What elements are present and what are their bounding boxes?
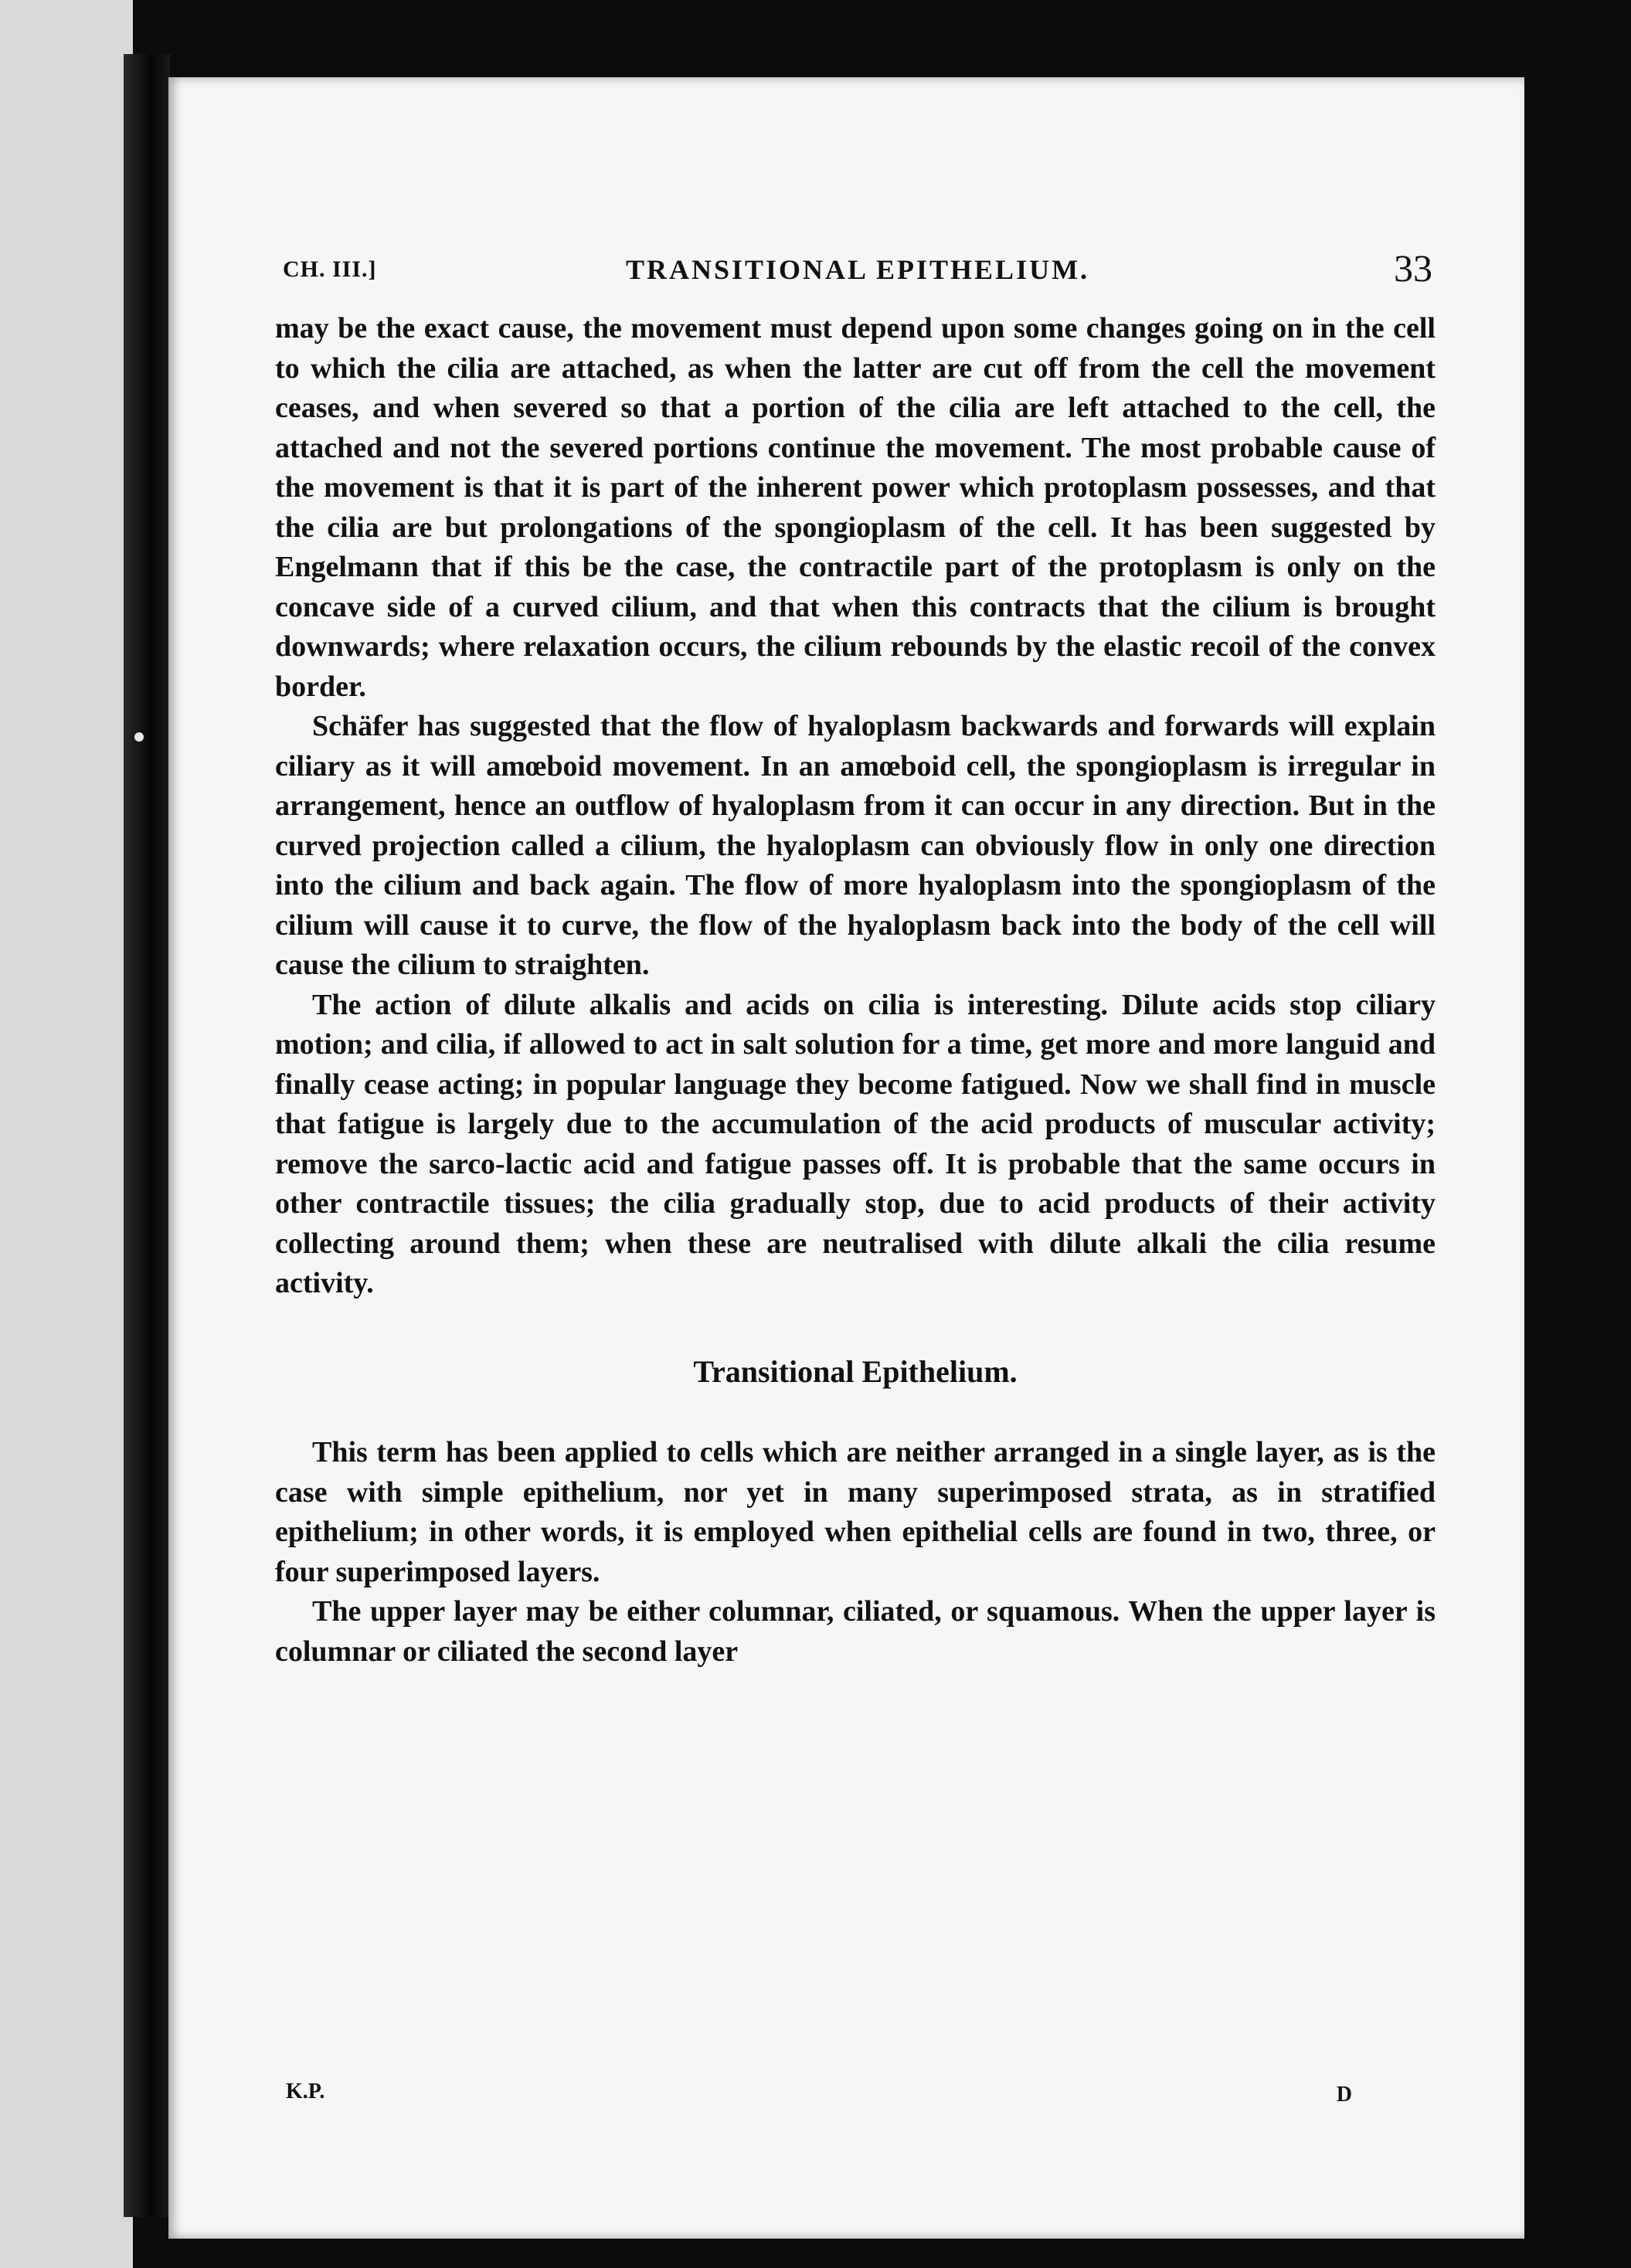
paragraph-continued: may be the exact cause, the movement must depend upon some changes going on in the cell to which the cilia are attached, as when the latter are cut off from the cell the movement ceases, and when severed so that a portion of the cilia are left attached to the cell, the attached and not the severed portions continue the movement. The most probable cause of the movement is that it is part of the inherent power which protoplasm possesses, and that the cilia are but prolongations of the spongioplasm of the cell. It has been suggested by Engelmann that if this be the case, the contractile part of the protoplasm is only on the concave side of a curved cilium, and that when this contracts that the cilium is brought downwards; where relaxation occurs, the cilium rebounds by the elastic recoil of the convex border. xyxy=(275,312,1436,703)
book-page xyxy=(168,77,1524,2239)
facing-page-edge xyxy=(0,0,133,2268)
binding-hole-mark xyxy=(134,732,144,742)
paragraph-upper-layer: The upper layer may be either columnar, ciliated, or squamous. When the upper layer is columnar or ciliated the second layer xyxy=(275,1595,1436,1668)
body-text xyxy=(275,309,1436,1672)
signature-mark-left: K.P. xyxy=(286,2080,325,2103)
running-header xyxy=(283,246,1432,292)
section-heading: Transitional Epithelium. xyxy=(693,1353,1018,1389)
page-number: 33 xyxy=(1394,246,1432,290)
book-spine-shadow xyxy=(124,54,170,2217)
paragraph-definition: This term has been applied to cells which are neither arranged in a single layer, as is the case with simple epithelium, nor yet in many superimposed strata, as in stratified epithelium; in other words, it is employed when epithelial cells are found in two, three, or four superimposed layers. xyxy=(275,1436,1436,1588)
running-title: TRANSITIONAL EPITHELIUM. xyxy=(625,254,1090,285)
chapter-label: CH. III.] xyxy=(283,256,377,282)
signature-mark-right: D xyxy=(1336,2083,1352,2107)
paragraph-schafer: Schäfer has suggested that the flow of hyaloplasm backwards and forwards will explain ciliary as it will amœboid movement. In an amœboid cell, the spongioplasm is irregular in arrangement, hence an outflow of hyaloplasm from it can occur in any direction. But in the curved projection called a cilium, the hyaloplasm can obviously flow in only one direction into the cilium and back again. The flow of more hyaloplasm into the spongioplasm of the cilium will cause it to curve, the flow of the hyaloplasm back into the body of the cell will cause the cilium to straighten. xyxy=(275,710,1436,981)
paragraph-alkalis-acids: The action of dilute alkalis and acids on cilia is interesting. Dilute acids stop ciliary motion; and cilia, if allowed to act in salt solution for a time, get more and more languid and finally cease acting; in popular language they become fatigued. Now we shall find in muscle that fatigue is largely due to the accumulation of the acid products of muscular activity; remove the sarco-lactic acid and fatigue passes off. It is probable that the same occurs in other contractile tissues; the cilia gradually stop, due to acid products of their activity collecting around them; when these are neutralised with dilute alkali the cilia resume activity. xyxy=(275,988,1436,1299)
